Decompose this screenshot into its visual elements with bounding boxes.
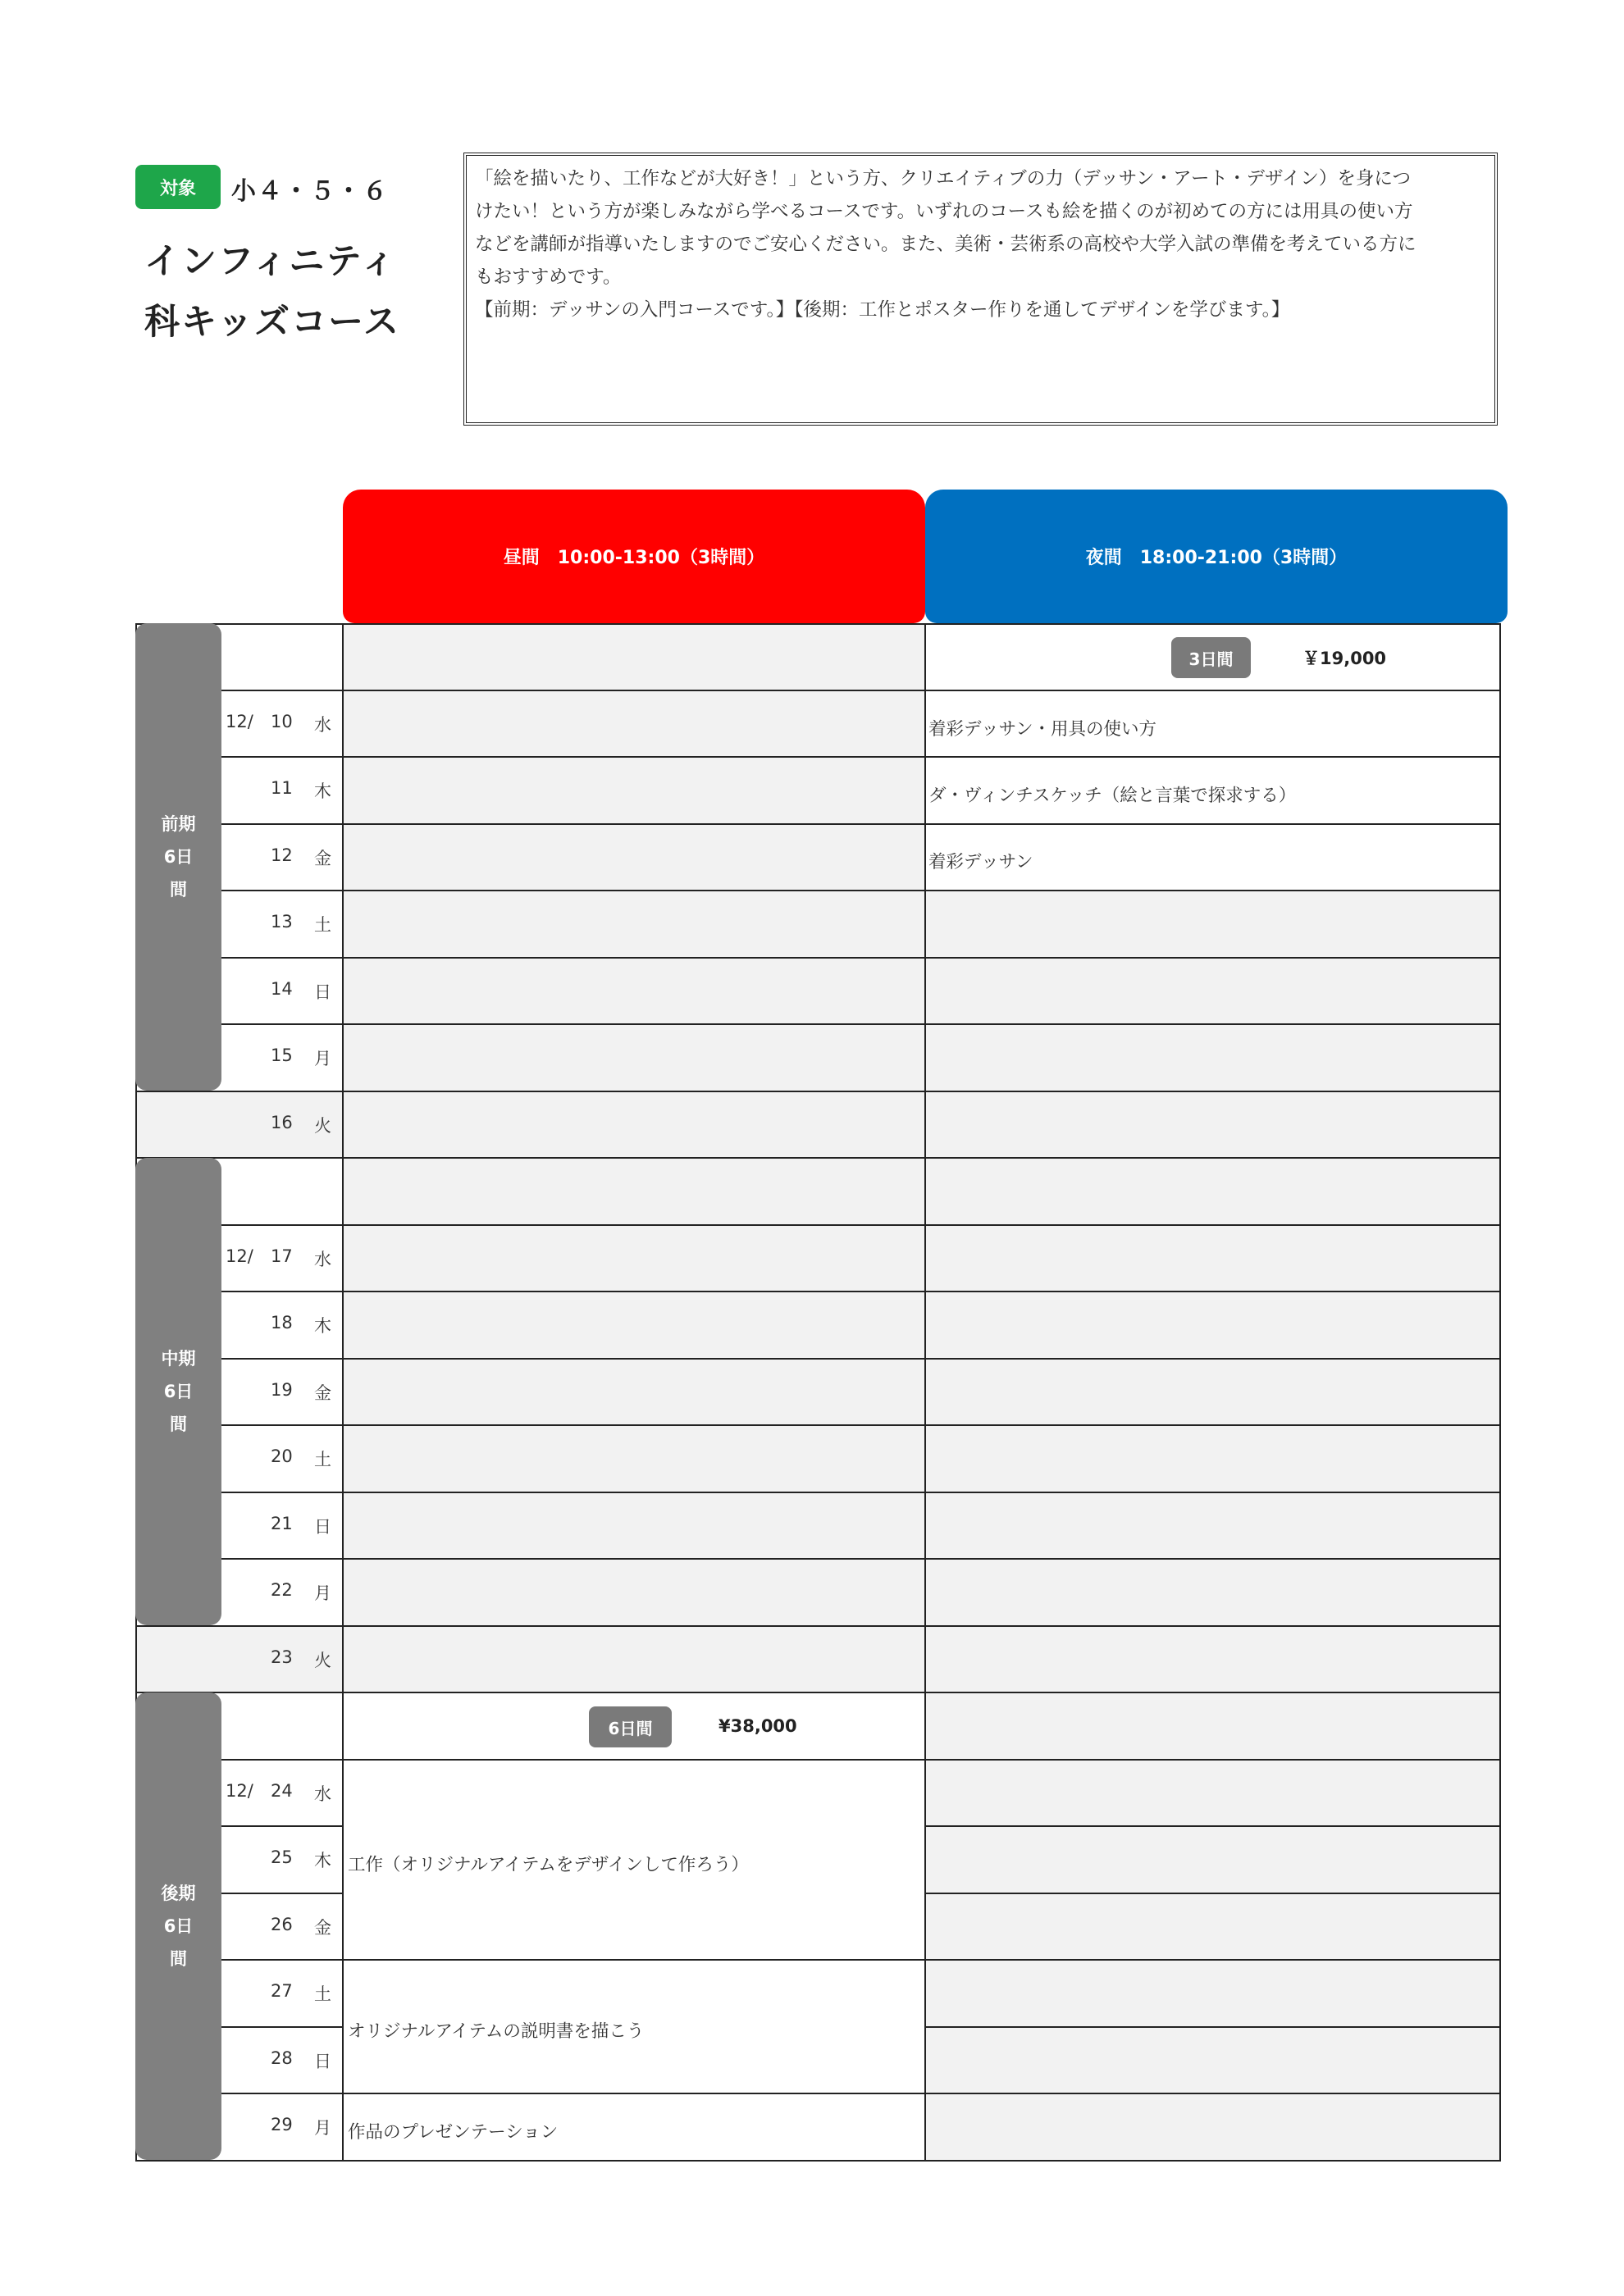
- day-cell: [343, 1492, 925, 1559]
- grid-line: [343, 823, 925, 825]
- grid-line: [925, 1224, 1501, 1226]
- grid-line: [342, 623, 344, 690]
- weekday-label: 火: [314, 1116, 331, 1136]
- grid-line: [925, 1291, 1501, 1292]
- grid-line: [220, 823, 343, 825]
- day-number: 26: [271, 1915, 293, 1934]
- weekday-label: 金: [314, 849, 331, 868]
- grid-line: [343, 890, 925, 891]
- grid-line: [925, 1358, 1501, 1360]
- grid-line: [925, 2026, 1501, 2028]
- month-label: 12/: [226, 712, 253, 731]
- night-cell: [925, 1760, 1501, 1826]
- early-night-days-badge: 3日間: [1171, 637, 1251, 678]
- month-label: 12/: [226, 1781, 253, 1801]
- grid-line: [220, 1224, 343, 1226]
- day-lesson-dec29: 作品のプレゼンテーション: [348, 2122, 559, 2143]
- day-cell: [343, 1292, 925, 1359]
- weekday-label: 木: [314, 1851, 331, 1870]
- weekday-label: 日: [314, 2052, 331, 2071]
- day-number: 17: [271, 1246, 293, 1266]
- grid-line: [925, 890, 1501, 891]
- weekday-label: 火: [314, 1651, 331, 1670]
- grid-line: [925, 1825, 1501, 1827]
- night-cell: [925, 1492, 1501, 1559]
- night-cell: [925, 1425, 1501, 1492]
- day-lesson-dec27-28: オリジナルアイテムの説明書を描こう: [348, 2021, 645, 2042]
- late-day-price: ¥38,000: [718, 1716, 797, 1736]
- grid-line: [220, 1358, 343, 1360]
- grid-line: [220, 1091, 343, 1092]
- weekday-label: 月: [314, 1583, 331, 1603]
- weekday-label: 水: [314, 715, 331, 735]
- grid-line: [343, 1759, 925, 1761]
- grid-line: [343, 1224, 925, 1226]
- night-cell: [925, 1960, 1501, 2027]
- night-cell: [925, 1158, 1501, 1225]
- day-number: 27: [271, 1981, 293, 2001]
- grid-line: [135, 623, 1501, 625]
- grid-line: [220, 1291, 343, 1292]
- weekday-label: 木: [314, 781, 331, 801]
- day-number: 19: [271, 1380, 293, 1400]
- weekday-label: 金: [314, 1383, 331, 1403]
- grid-line: [220, 1558, 343, 1560]
- day-cell: [343, 958, 925, 1024]
- weekday-label: 金: [314, 1918, 331, 1938]
- late-day-days-badge: 6日間: [589, 1706, 672, 1747]
- day-cell: [343, 1158, 925, 1225]
- description-line: 【前期：デッサンの入門コースです。】【後期：工作とポスター作りを通してデザインを学びます。】: [475, 299, 1290, 321]
- grid-line: [220, 1023, 343, 1025]
- day-cell: [343, 623, 925, 690]
- grid-line: [343, 1692, 925, 1693]
- weekday-label: 日: [314, 982, 331, 1002]
- weekday-label: 水: [314, 1250, 331, 1269]
- grid-line: [135, 1625, 220, 1627]
- night-cell: [925, 1626, 1501, 1692]
- grid-line: [925, 1759, 1501, 1761]
- grid-line: [343, 1157, 925, 1159]
- grid-line: [925, 1893, 1501, 1894]
- grid-line: [343, 1291, 925, 1292]
- weekday-label: 土: [314, 915, 331, 935]
- day-cell: [343, 1024, 925, 1091]
- night-cell: [925, 1893, 1501, 1960]
- grid-line: [342, 1158, 344, 1225]
- weekday-label: 水: [314, 1784, 331, 1804]
- day-number: 20: [271, 1446, 293, 1466]
- weekday-label: 木: [314, 1316, 331, 1336]
- target-badge: 対象: [135, 165, 221, 209]
- day-number: 21: [271, 1514, 293, 1533]
- grid-line: [135, 1091, 220, 1092]
- day-number: 24: [271, 1781, 293, 1801]
- course-title-line2: 科キッズコース: [144, 302, 400, 343]
- description-line: けたい！という方が楽しみながら学べるコースです。いずれのコースも絵を描くのが初めての方には用具の使い方: [475, 201, 1413, 222]
- grid-line: [220, 690, 343, 691]
- term-early-label: 前期 6日 間: [135, 623, 221, 1091]
- night-cell: [925, 2027, 1501, 2093]
- grid-line: [220, 1692, 343, 1693]
- grid-line: [342, 1692, 344, 1760]
- grid-line: [343, 1625, 925, 1627]
- grid-line: [925, 957, 1501, 959]
- grid-line: [220, 2093, 343, 2094]
- weekday-label: 月: [314, 2118, 331, 2138]
- day-number: 15: [271, 1046, 293, 1065]
- day-number: 23: [271, 1647, 293, 1667]
- night-cell: [925, 1225, 1501, 1292]
- grid-line: [925, 1558, 1501, 1560]
- weekday-label: 土: [314, 1984, 331, 2004]
- term-middle-label: 中期 6日 間: [135, 1158, 221, 1625]
- course-title-line1: インフィニティ: [144, 241, 398, 282]
- night-cell: [925, 1292, 1501, 1359]
- day-number: 29: [271, 2115, 293, 2134]
- holiday-date-cell: [135, 1626, 343, 1692]
- grid-line: [1499, 623, 1501, 2161]
- grid-line: [925, 1959, 1501, 1961]
- grid-line: [343, 1558, 925, 1560]
- grid-line: [343, 957, 925, 959]
- early-night-price: ￥19,000: [1302, 649, 1387, 668]
- daytime-header: 昼間 10:00-13:00（3時間）: [343, 490, 925, 623]
- grid-line: [342, 623, 344, 2161]
- grid-line: [220, 1959, 343, 1961]
- night-lesson-dec11: ダ・ヴィンチスケッチ（絵と言葉で探求する）: [928, 786, 1297, 806]
- night-cell: [925, 1024, 1501, 1091]
- day-number: 12: [271, 845, 293, 865]
- day-cell: [343, 1760, 925, 1826]
- grid-line: [343, 1358, 925, 1360]
- day-number: 18: [271, 1313, 293, 1332]
- grid-line: [343, 690, 925, 691]
- grid-line: [220, 756, 343, 758]
- night-lesson-dec12: 着彩デッサン: [928, 852, 1033, 872]
- day-number: 11: [271, 778, 293, 798]
- day-cell: [343, 824, 925, 891]
- day-cell: [343, 757, 925, 824]
- grid-line: [343, 1959, 925, 1961]
- day-cell: [343, 1893, 925, 1960]
- day-number: 14: [271, 979, 293, 999]
- day-cell: [343, 690, 925, 757]
- grid-line: [343, 1424, 925, 1426]
- day-number: 28: [271, 2048, 293, 2068]
- grid-line: [220, 957, 343, 959]
- grid-line: [220, 1825, 343, 1827]
- grid-line: [343, 2093, 925, 2094]
- day-cell: [343, 1091, 925, 1158]
- grid-line: [220, 1893, 343, 1894]
- night-lesson-dec10: 着彩デッサン・用具の使い方: [928, 719, 1156, 740]
- grid-line: [220, 1157, 343, 1159]
- night-cell: [925, 1359, 1501, 1425]
- grid-line: [220, 1424, 343, 1426]
- weekday-label: 土: [314, 1450, 331, 1469]
- holiday-date-cell: [135, 1091, 343, 1158]
- grid-line: [343, 1492, 925, 1493]
- grid-line: [925, 1692, 1501, 1693]
- day-cell: [343, 1225, 925, 1292]
- grid-line: [925, 1492, 1501, 1493]
- description-line: などを講師が指導いたしますのでご安心ください。また、美術・芸術系の高校や大学入試の準備を考えている方に: [475, 234, 1416, 255]
- grid-line: [924, 623, 926, 2161]
- target-grades: 小４・５・６: [231, 177, 389, 206]
- night-cell: [925, 958, 1501, 1024]
- day-number: 10: [271, 712, 293, 731]
- grid-line: [925, 2093, 1501, 2094]
- night-cell: [925, 1692, 1501, 1760]
- day-number: 22: [271, 1580, 293, 1600]
- day-number: 25: [271, 1847, 293, 1867]
- description-line: 「絵を描いたり、工作などが大好き！」という方、クリエイティブの力（デッサン・アート・デザイン）を身につ: [475, 168, 1411, 189]
- grid-line: [925, 1424, 1501, 1426]
- day-lesson-dec24-26: 工作（オリジナルアイテムをデザインして作ろう）: [348, 1855, 749, 1875]
- grid-line: [220, 890, 343, 891]
- grid-line: [925, 690, 1501, 691]
- grid-line: [925, 823, 1501, 825]
- nighttime-header: 夜間 18:00-21:00（3時間）: [925, 490, 1508, 623]
- grid-line: [925, 756, 1501, 758]
- grid-line: [220, 1625, 343, 1627]
- grid-line: [220, 2026, 343, 2028]
- night-cell: [925, 1091, 1501, 1158]
- day-cell: [343, 1425, 925, 1492]
- month-label: 12/: [226, 1246, 253, 1266]
- grid-line: [220, 1492, 343, 1493]
- weekday-label: 日: [314, 1517, 331, 1537]
- night-cell: [925, 891, 1501, 958]
- grid-line: [343, 1091, 925, 1092]
- grid-line: [925, 1625, 1501, 1627]
- grid-line: [925, 1091, 1501, 1092]
- night-cell: [925, 1559, 1501, 1626]
- weekday-label: 月: [314, 1049, 331, 1068]
- night-cell: [925, 2093, 1501, 2161]
- grid-line: [925, 1157, 1501, 1159]
- night-cell: [925, 1826, 1501, 1893]
- term-late-label: 後期 6日 間: [135, 1692, 221, 2160]
- day-cell: [343, 1559, 925, 1626]
- grid-line: [135, 2160, 1501, 2162]
- description-line: もおすすめです。: [475, 266, 622, 288]
- day-cell: [343, 891, 925, 958]
- grid-line: [343, 1023, 925, 1025]
- grid-line: [343, 756, 925, 758]
- grid-line: [220, 1759, 343, 1761]
- day-number: 16: [271, 1113, 293, 1132]
- day-cell: [343, 1626, 925, 1692]
- day-number: 13: [271, 912, 293, 932]
- grid-line: [925, 1023, 1501, 1025]
- day-cell: [343, 1359, 925, 1425]
